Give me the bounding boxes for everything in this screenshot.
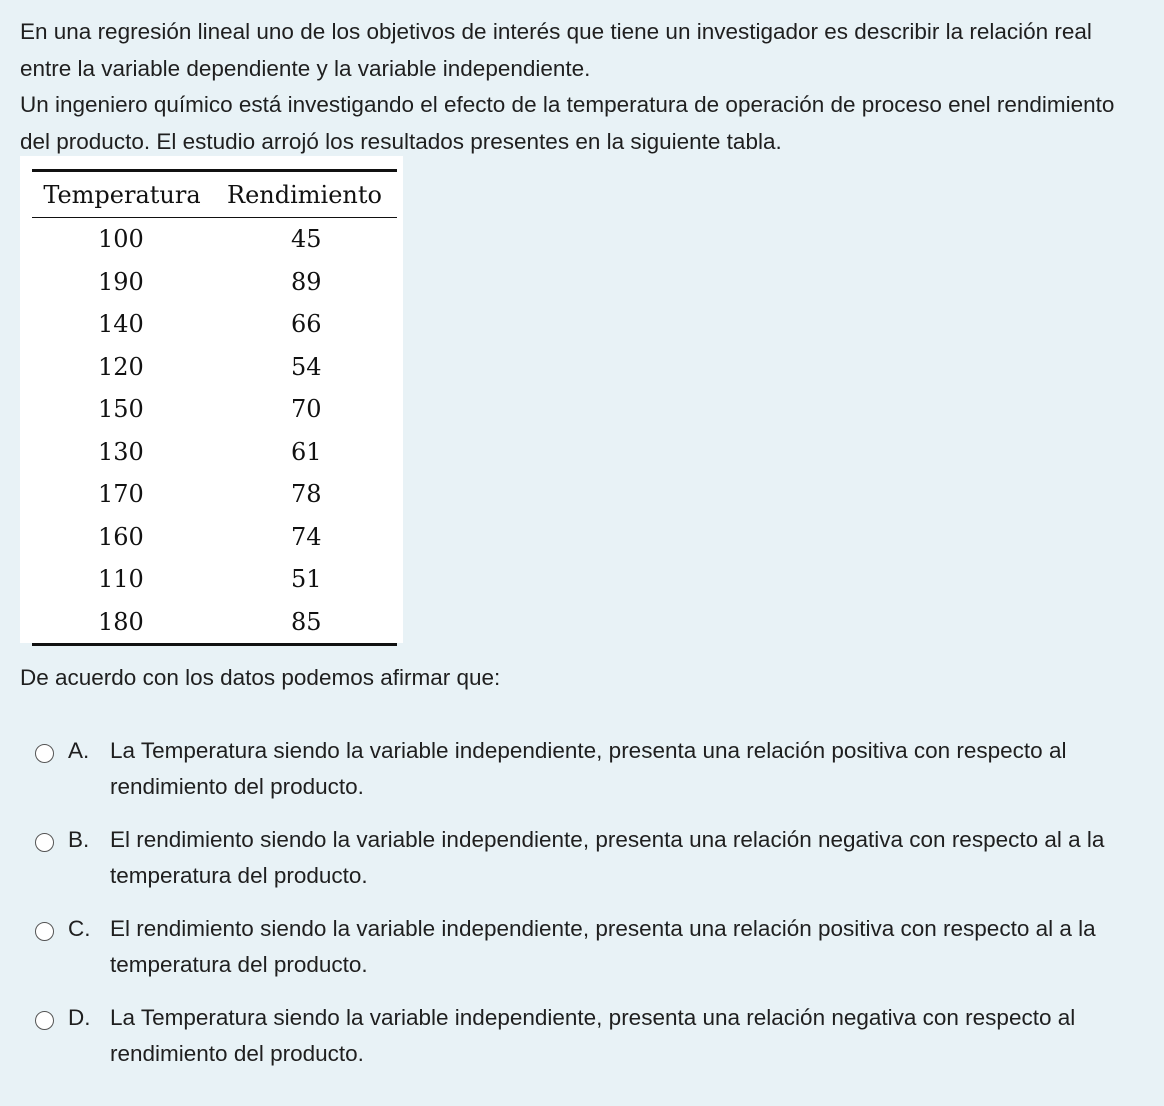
option-letter: C. — [68, 916, 91, 941]
table-row — [32, 218, 397, 261]
cell-temperatura: 100 — [98, 225, 144, 254]
data-table — [32, 169, 397, 646]
table-row — [32, 261, 397, 304]
option-label[interactable] — [110, 911, 1160, 983]
table-row — [32, 473, 397, 516]
option-label[interactable] — [110, 822, 1160, 894]
header-temperatura: Temperatura — [32, 171, 212, 218]
table-row — [32, 431, 397, 474]
cell-rendimiento: 54 — [291, 352, 322, 381]
cell-rendimiento: 74 — [291, 522, 322, 551]
intro-line: entre la variable dependiente y la variable independiente. — [20, 55, 591, 81]
option-text-line: La Temperatura siendo la variable independiente, presenta una relación negativa con respecto al — [110, 1005, 1076, 1030]
radio-button-c[interactable] — [35, 922, 54, 941]
data-table-image — [20, 156, 403, 643]
option-letter: D. — [68, 1005, 91, 1030]
cell-rendimiento: 70 — [291, 395, 322, 424]
option-text-line: El rendimiento siendo la variable independiente, presenta una relación positiva con respecto al a la — [110, 916, 1096, 941]
cell-temperatura: 140 — [98, 310, 144, 339]
option-a[interactable] — [0, 733, 1164, 822]
table-row — [32, 601, 397, 645]
question-intro — [20, 14, 1160, 160]
cell-temperatura: 110 — [98, 565, 144, 594]
option-text-line: temperatura del producto. — [110, 952, 368, 977]
table-row — [32, 303, 397, 346]
cell-temperatura: 170 — [98, 480, 144, 509]
table-row — [32, 558, 397, 601]
table-row — [32, 388, 397, 431]
cell-temperatura: 190 — [98, 267, 144, 296]
cell-rendimiento: 78 — [291, 480, 322, 509]
cell-temperatura: 150 — [98, 395, 144, 424]
option-text-line: rendimiento del producto. — [110, 1041, 364, 1066]
option-letter: A. — [68, 738, 90, 763]
intro-line: Un ingeniero químico está investigando el efecto de la temperatura de operación de proceso enel rendimiento — [20, 92, 1115, 117]
cell-rendimiento: 61 — [291, 437, 322, 466]
cell-temperatura: 180 — [32, 601, 212, 645]
cell-rendimiento: 66 — [291, 310, 322, 339]
table-row — [32, 516, 397, 559]
table-row — [32, 346, 397, 389]
radio-button-d[interactable] — [35, 1011, 54, 1030]
option-b[interactable] — [0, 822, 1164, 911]
option-letter: B. — [68, 827, 90, 852]
cell-rendimiento: 51 — [291, 565, 322, 594]
table-header-row — [32, 171, 397, 218]
cell-rendimiento: 45 — [291, 225, 322, 254]
option-label[interactable] — [110, 1000, 1160, 1072]
cell-rendimiento: 89 — [291, 267, 322, 296]
cell-rendimiento: 85 — [212, 601, 397, 645]
option-d[interactable] — [0, 1000, 1164, 1089]
intro-line: del producto. El estudio arrojó los resultados presentes en la siguiente tabla. — [20, 128, 782, 154]
question-prompt: De acuerdo con los datos podemos afirmar que: — [20, 665, 501, 690]
cell-temperatura: 120 — [98, 352, 144, 381]
cell-temperatura: 160 — [98, 522, 144, 551]
answer-options — [0, 733, 1164, 1089]
intro-line: En una regresión lineal uno de los objetivos de interés que tiene un investigador es describir la relación real — [20, 19, 1092, 44]
option-c[interactable] — [0, 911, 1164, 1000]
header-rendimiento: Rendimiento — [212, 171, 397, 218]
option-text-line: temperatura del producto. — [110, 863, 368, 888]
radio-button-a[interactable] — [35, 744, 54, 763]
cell-temperatura: 130 — [98, 437, 144, 466]
option-text-line: La Temperatura siendo la variable independiente, presenta una relación positiva con respecto al — [110, 738, 1067, 763]
option-text-line: El rendimiento siendo la variable independiente, presenta una relación negativa con respecto al a la — [110, 827, 1105, 852]
radio-button-b[interactable] — [35, 833, 54, 852]
option-label[interactable] — [110, 733, 1160, 805]
option-text-line: rendimiento del producto. — [110, 774, 364, 799]
